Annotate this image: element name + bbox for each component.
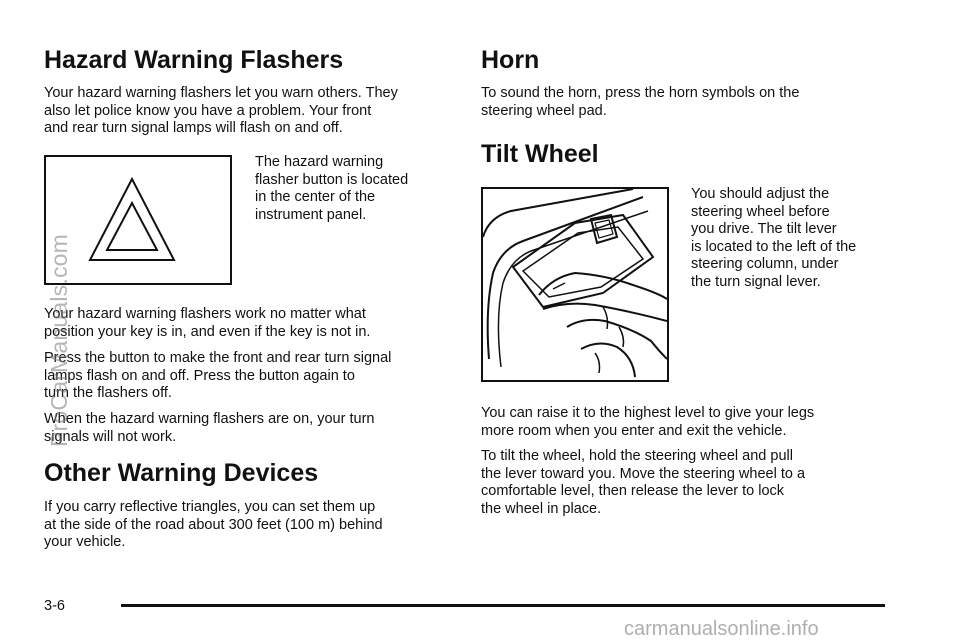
other-devices-title: Other Warning Devices — [44, 459, 319, 487]
page-number: 3-6 — [44, 598, 65, 614]
text-line: the lever toward you. Move the steering wheel to a — [481, 465, 806, 482]
text-line: and rear turn signal lamps will flash on and off. — [44, 120, 343, 136]
text-line: You should adjust the — [691, 186, 830, 202]
hazard-paragraph-2 — [44, 306, 370, 341]
text-line: position your key is in, and even if the key is not in. — [44, 323, 371, 340]
hazard-intro — [44, 85, 398, 138]
text-line: To tilt the wheel, hold the steering wheel and pull — [481, 448, 793, 464]
footer-rule — [121, 604, 885, 607]
tilt-lever-figure — [481, 187, 669, 382]
text-line: the wheel in place. — [481, 500, 602, 517]
tilt-wheel-title: Tilt Wheel — [481, 140, 599, 168]
text-line: steering column, under — [691, 256, 839, 272]
vertical-watermark: ProCarManuals.com — [46, 233, 72, 447]
text-line: at the side of the road about 300 feet (100 m) behind — [44, 516, 383, 533]
hazard-title: Hazard Warning Flashers — [44, 46, 344, 74]
hazard-paragraph-4 — [44, 411, 374, 446]
text-line: If you carry reflective triangles, you can set them up — [44, 499, 376, 515]
text-line: steering wheel before — [691, 203, 830, 220]
horn-title: Horn — [481, 46, 540, 74]
hazard-triangle-icon — [46, 157, 230, 283]
other-devices-paragraph — [44, 499, 383, 552]
text-line: you drive. The tilt lever — [691, 221, 837, 237]
text-line: more room when you enter and exit the vehicle. — [481, 422, 787, 439]
text-line: also let police know you have a problem. Your front — [44, 102, 372, 119]
hazard-paragraph-3 — [44, 350, 391, 403]
text-line: turn the flashers off. — [44, 385, 172, 401]
tilt-paragraph-2 — [481, 405, 814, 440]
text-line: Your hazard warning flashers work no matter what — [44, 306, 366, 322]
text-line: steering wheel pad. — [481, 102, 607, 119]
bottom-watermark: carmanualsonline.info — [624, 618, 819, 640]
text-line: To sound the horn, press the horn symbols on the — [481, 85, 800, 101]
text-line: The hazard warning — [255, 154, 384, 170]
text-line: You can raise it to the highest level to give your legs — [481, 405, 815, 421]
text-line: When the hazard warning flashers are on, your turn — [44, 411, 375, 427]
text-line: signals will not work. — [44, 428, 177, 445]
text-line: Your hazard warning flashers let you warn others. They — [44, 85, 398, 101]
tilt-lever-hand-icon — [483, 189, 667, 380]
tilt-caption — [691, 186, 856, 291]
text-line: comfortable level, then release the lever to lock — [481, 483, 785, 499]
text-line: instrument panel. — [255, 206, 367, 223]
text-line: lamps flash on and off. Press the button again to — [44, 367, 355, 384]
text-line: flasher button is located — [255, 171, 409, 188]
text-line: your vehicle. — [44, 534, 126, 550]
text-line: Press the button to make the front and rear turn signal — [44, 350, 392, 366]
hazard-caption — [255, 154, 408, 224]
text-line: the turn signal lever. — [691, 273, 821, 290]
horn-paragraph — [481, 85, 799, 120]
text-line: is located to the left of the — [691, 238, 857, 255]
tilt-paragraph-3 — [481, 448, 805, 518]
text-line: in the center of the — [255, 189, 376, 205]
